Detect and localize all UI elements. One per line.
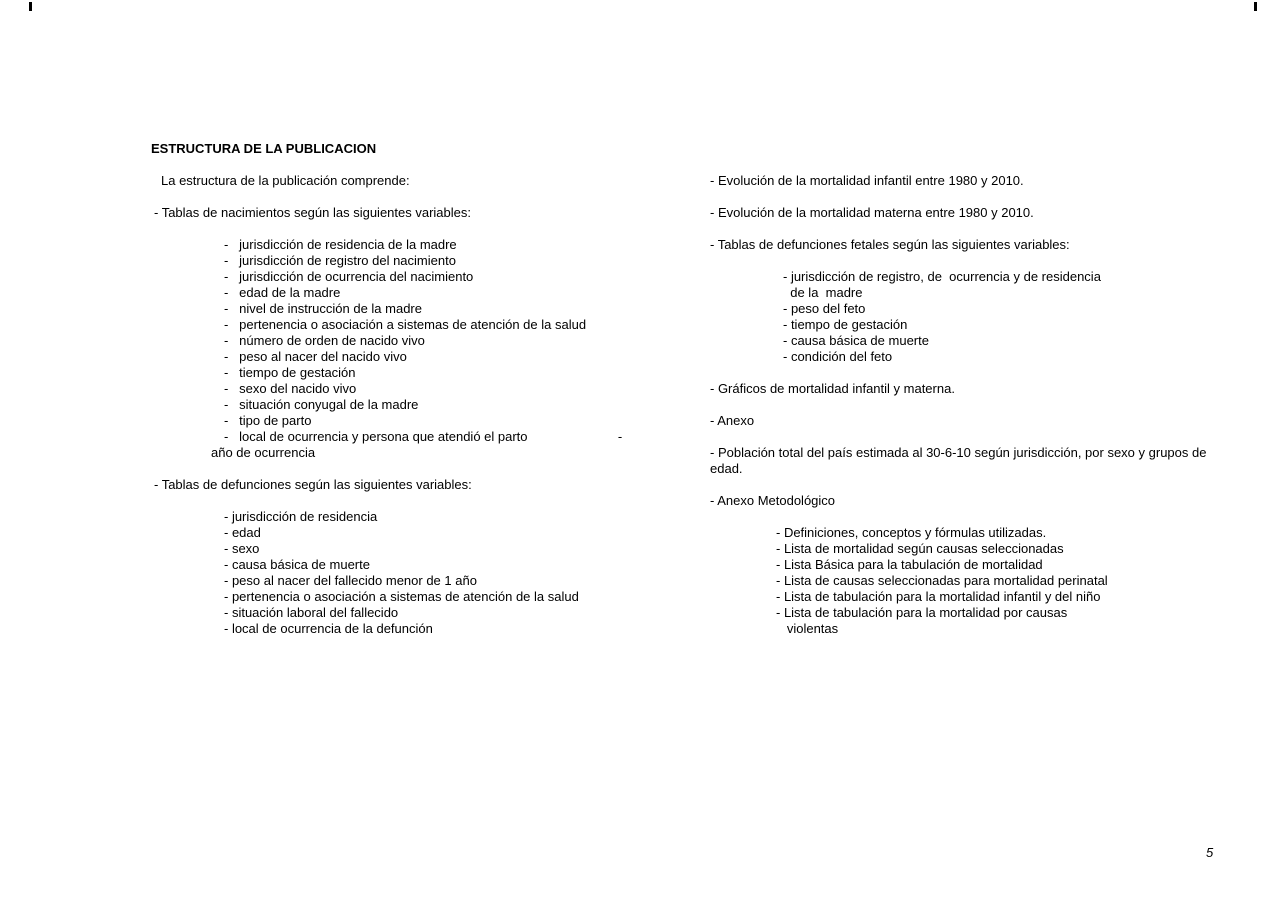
list-item: - número de orden de nacido vivo [224, 333, 425, 348]
list-item: - jurisdicción de ocurrencia del nacimiento [224, 269, 474, 284]
births-list [224, 237, 696, 445]
deaths-list [224, 509, 696, 637]
list-item: - edad de la madre [224, 285, 341, 300]
fetal-list [783, 269, 1220, 365]
list-item: - peso del feto [783, 301, 866, 316]
list-item: - pertenencia o asociación a sistemas de atención de la salud [224, 317, 587, 332]
list-item: - Lista Básica para la tabulación de mortalidad [776, 557, 1043, 572]
spacer [710, 365, 1220, 381]
list-item: - peso al nacer del fallecido menor de 1 año [224, 573, 477, 588]
list-item: - local de ocurrencia de la defunción [224, 621, 433, 636]
list-item: - jurisdicción de registro, de ocurrencia y de residencia [783, 269, 1101, 284]
list-item: - jurisdicción de residencia de la madre [224, 237, 457, 252]
anexo-line: - Anexo [710, 413, 755, 428]
annex-list [776, 525, 1220, 637]
list-item: - causa básica de muerte [224, 557, 370, 572]
list-item: - sexo [224, 541, 260, 556]
list-item: - situación laboral del fallecido [224, 605, 399, 620]
anexo-metodologico-line: - Anexo Metodológico [710, 493, 836, 508]
intro-text: La estructura de la publicación comprende: [161, 173, 410, 188]
list-item: - local de ocurrencia y persona que atendió el parto - [224, 429, 623, 444]
fetal-section-heading: - Tablas de defunciones fetales según las siguientes variables: [710, 237, 1070, 252]
page-number: 5 [1206, 845, 1214, 860]
left-column [151, 141, 696, 637]
list-item: - Lista de causas seleccionadas para mortalidad perinatal [776, 573, 1108, 588]
page-title: ESTRUCTURA DE LA PUBLICACION [151, 141, 377, 156]
list-item: - jurisdicción de residencia [224, 509, 378, 524]
evolution-infantil-line: - Evolución de la mortalidad infantil entre 1980 y 2010. [710, 173, 1024, 188]
spacer [151, 461, 696, 477]
list-item: - pertenencia o asociación a sistemas de atención de la salud [224, 589, 579, 604]
list-item: - sexo del nacido vivo [224, 381, 357, 396]
list-item: - condición del feto [783, 349, 893, 364]
list-item: - Lista de tabulación para la mortalidad por causas [776, 605, 1068, 620]
list-item: - tiempo de gestación [783, 317, 908, 332]
poblacion-line: - Población total del país estimada al 30-6-10 según jurisdicción, por sexo y grupos de edad. [710, 445, 1211, 476]
list-item: - situación conyugal de la madre [224, 397, 419, 412]
right-column [710, 173, 1220, 637]
list-item: - jurisdicción de registro del nacimiento [224, 253, 456, 268]
list-item: - Definiciones, conceptos y fórmulas utilizadas. [776, 525, 1047, 540]
births-section-heading: - Tablas de nacimientos según las siguientes variables: [154, 205, 471, 220]
list-item: - peso al nacer del nacido vivo [224, 349, 407, 364]
crop-mark-left [29, 2, 32, 11]
list-item: - causa básica de muerte [783, 333, 929, 348]
births-wrap-line: año de ocurrencia [211, 445, 316, 460]
crop-mark-right [1254, 2, 1257, 11]
list-item: de la madre [783, 285, 863, 300]
list-item: - Lista de tabulación para la mortalidad infantil y del niño [776, 589, 1101, 604]
list-item: - tiempo de gestación [224, 365, 356, 380]
graficos-line: - Gráficos de mortalidad infantil y materna. [710, 381, 955, 396]
evolution-materna-line: - Evolución de la mortalidad materna entre 1980 y 2010. [710, 205, 1034, 220]
list-item: - nivel de instrucción de la madre [224, 301, 422, 316]
list-item: - tipo de parto [224, 413, 312, 428]
list-item: - Lista de mortalidad según causas seleccionadas [776, 541, 1064, 556]
deaths-section-heading: - Tablas de defunciones según las siguientes variables: [154, 477, 472, 492]
list-item: - edad [224, 525, 261, 540]
list-item: violentas [776, 621, 839, 636]
